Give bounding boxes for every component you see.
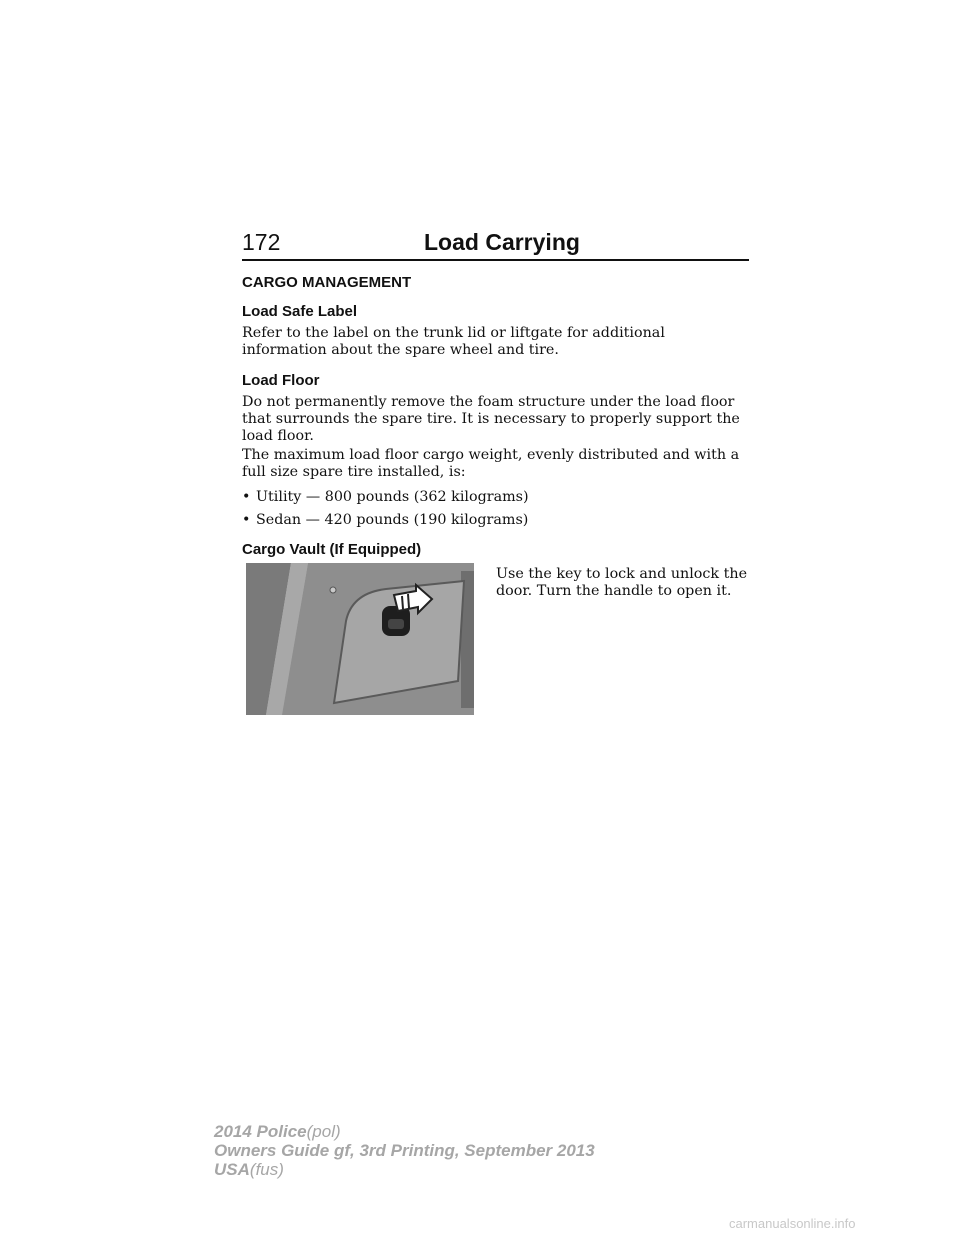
- list-item: [242, 512, 528, 529]
- bullet-icon: •: [242, 512, 251, 528]
- footer-line-1: [214, 1122, 341, 1141]
- footer-line-3: [214, 1160, 284, 1179]
- handle-icon: [382, 606, 410, 636]
- footer-model: 2014 Police: [214, 1122, 307, 1141]
- footer-model-code: (pol): [306, 1122, 341, 1141]
- footer-printing: Owners Guide gf, 3rd Printing, September 2013: [214, 1141, 595, 1160]
- list-item: [242, 489, 529, 506]
- load-safe-label-text: Refer to the label on the trunk lid or liftgate for additional information about the spare wheel and tire.: [242, 325, 665, 358]
- cargo-vault-illustration: [246, 563, 474, 715]
- watermark: carmanualsonline.info: [729, 1216, 856, 1231]
- section-title: Load Carrying: [424, 229, 580, 255]
- bullet-icon: •: [242, 489, 251, 505]
- footer-market-code: (fus): [249, 1160, 284, 1179]
- load-floor-text-1: Do not permanently remove the foam structure under the load floor that surrounds the spare tire. It is necessary to properly support the load floor.: [242, 394, 740, 444]
- load-floor-heading: Load Floor: [242, 372, 320, 389]
- page-number: 172: [242, 229, 281, 255]
- footer-market: USA: [214, 1160, 250, 1179]
- footer-line-2: [214, 1141, 595, 1160]
- cargo-vault-heading: Cargo Vault (If Equipped): [242, 541, 422, 558]
- main-heading: CARGO MANAGEMENT: [242, 274, 412, 291]
- bullet-text: Utility — 800 pounds (362 kilograms): [256, 489, 529, 505]
- header-rule: [242, 259, 749, 261]
- bullet-text: Sedan — 420 pounds (190 kilograms): [256, 512, 529, 528]
- load-floor-text-2: The maximum load floor cargo weight, evenly distributed and with a full size spare tire installed, is:: [242, 447, 740, 480]
- load-safe-label-heading: Load Safe Label: [242, 303, 358, 320]
- cargo-vault-text: Use the key to lock and unlock the door. Turn the handle to open it.: [496, 566, 748, 599]
